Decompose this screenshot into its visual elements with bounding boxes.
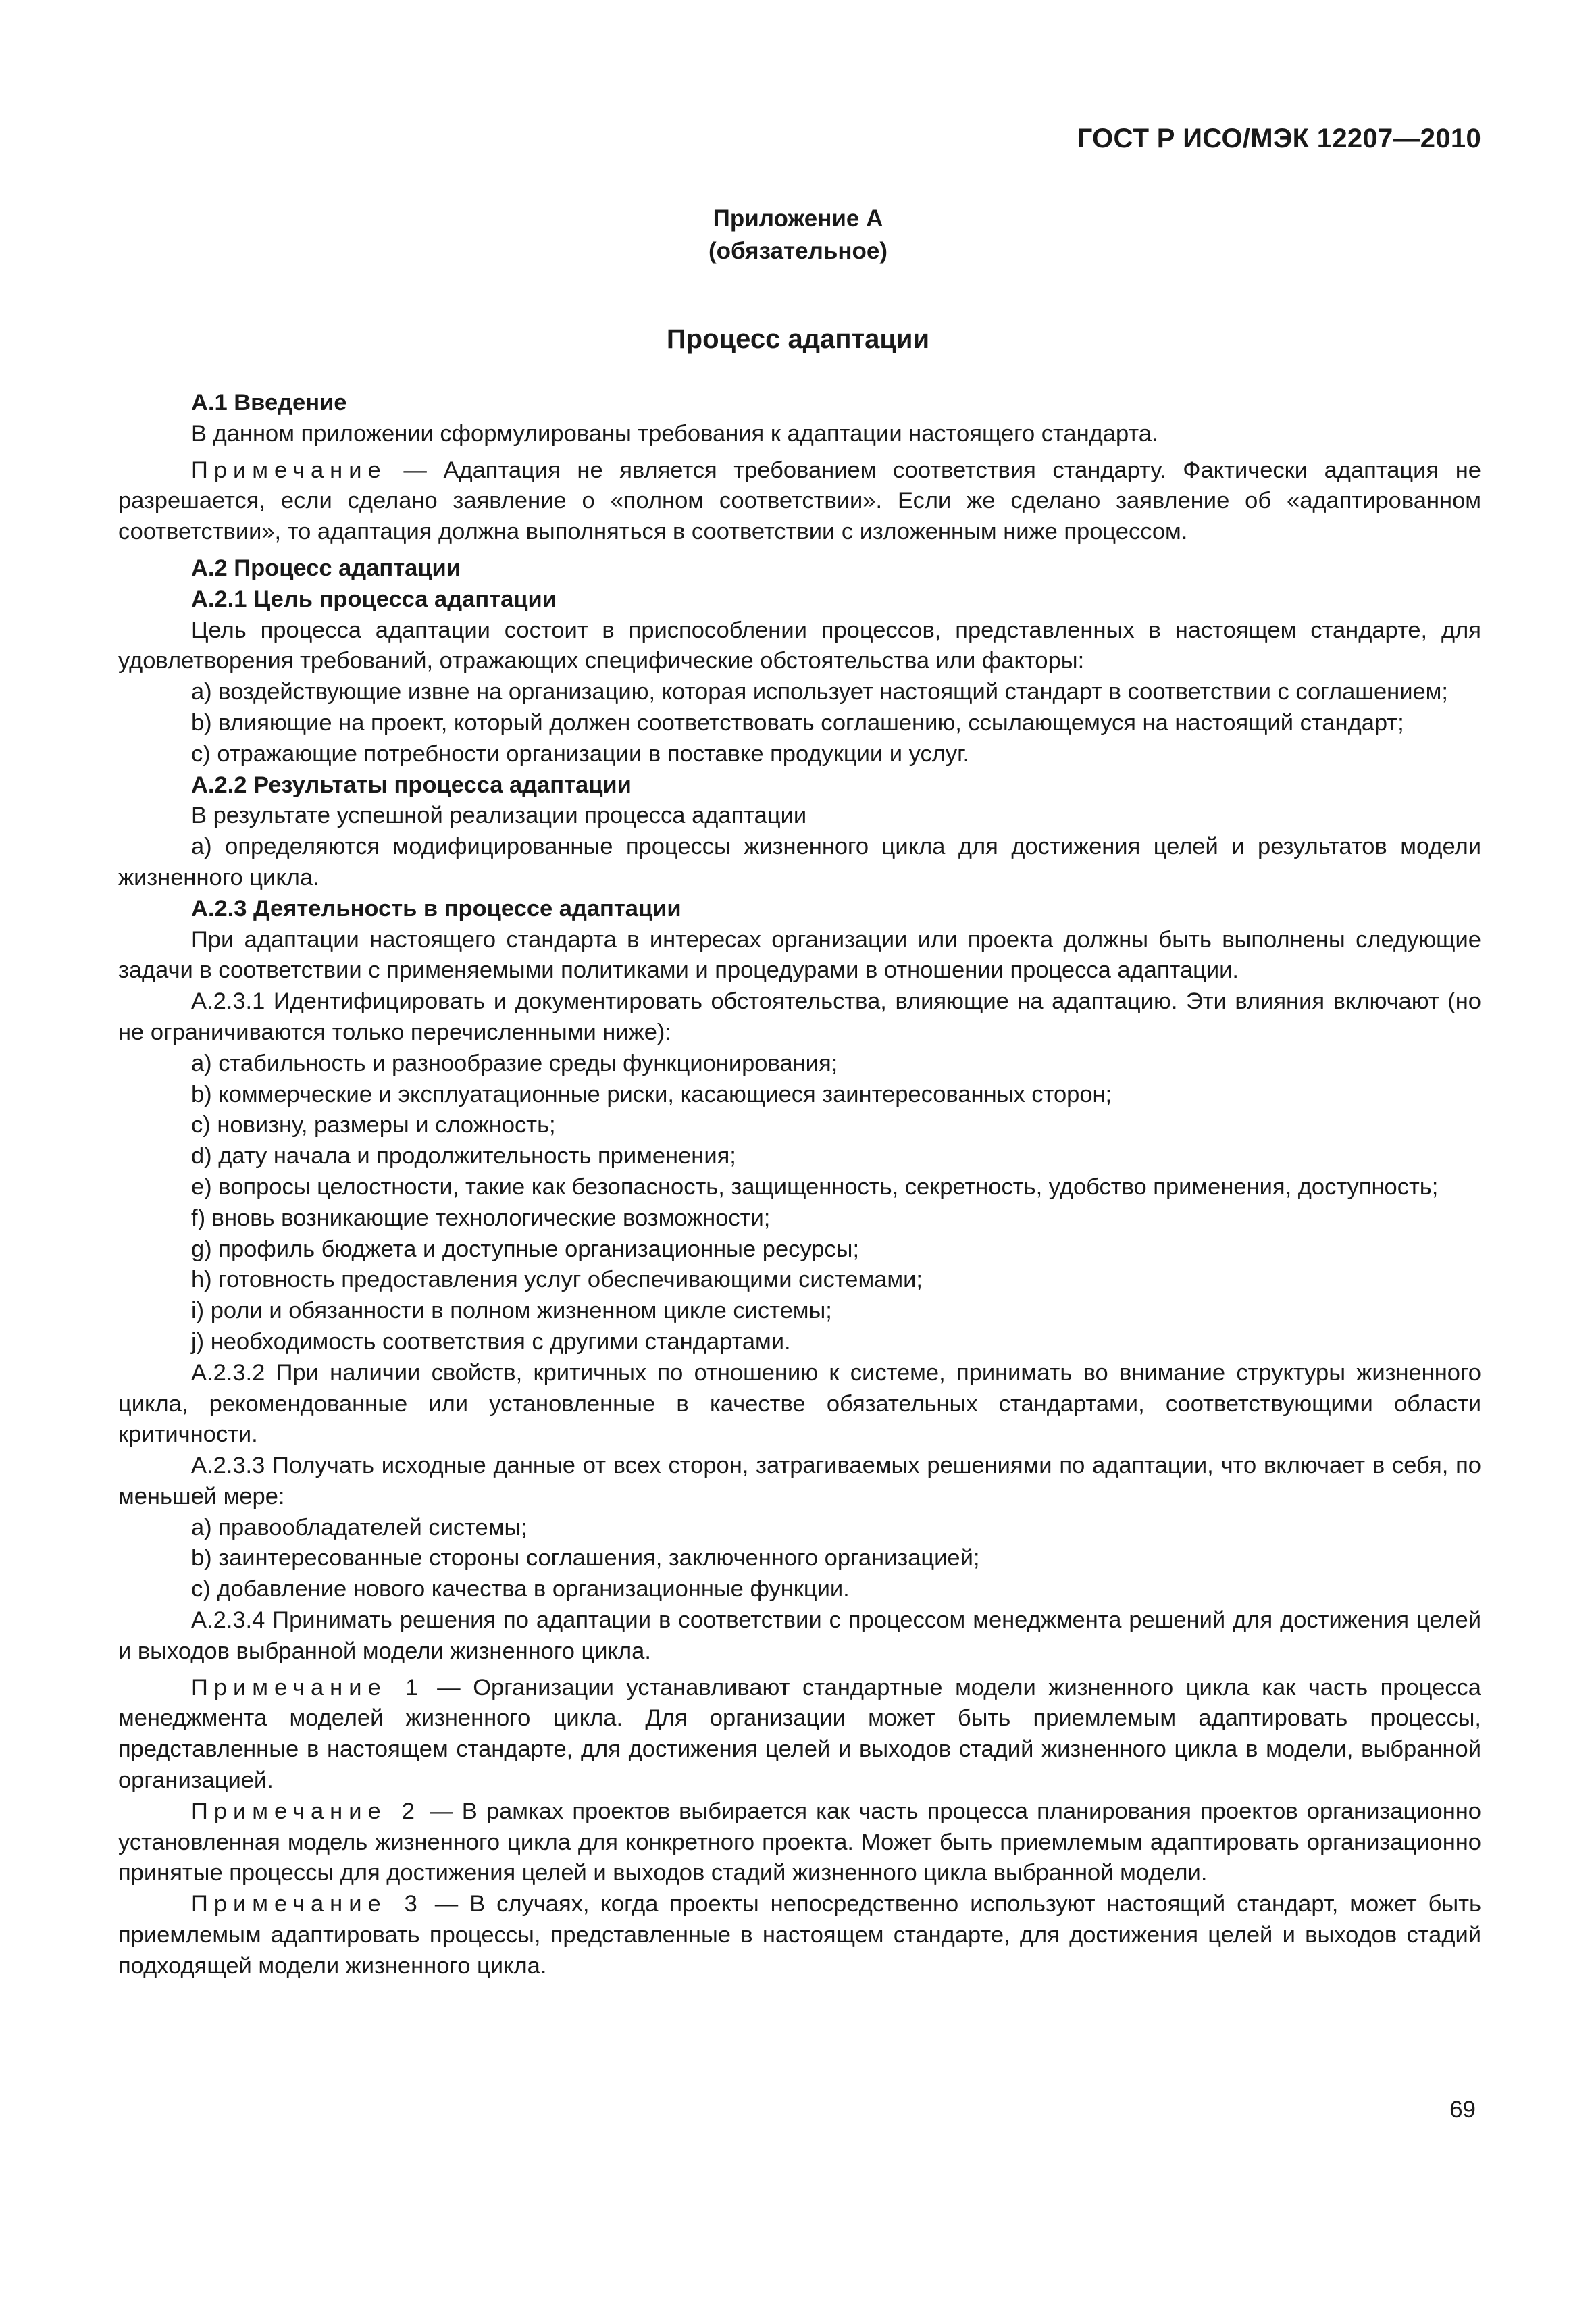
document-standard-id: ГОСТ Р ИСО/МЭК 12207—2010 (1077, 124, 1481, 153)
section-heading-a21: А.2.1 Цель процесса адаптации (191, 586, 557, 612)
list-item: d) дату начала и продолжительность применения; (191, 1143, 736, 1169)
list-item: b) коммерческие и эксплуатационные риски, касающиеся заинтересованных сторон; (191, 1081, 1112, 1107)
section-heading-a1: А.1 Введение (191, 390, 347, 416)
section-heading-a2: А.2 Процесс адаптации (191, 555, 461, 581)
note-label: Примечание 2 (191, 1798, 421, 1824)
annex-label: Приложение А (713, 205, 883, 232)
note-label: Примечание (191, 457, 387, 483)
list-item: g) профиль бюджета и доступные организационные ресурсы; (191, 1236, 860, 1262)
note-text: — Адаптация не является требованием соответствия стандарту. Фактически адаптация не разрешается, если сделано заявление о «полном соответствии». Если же сделано заявление об «адаптированном соответствии», то адаптация должна выполняться в соответствии с изложенным ниже процессом. (118, 457, 1481, 545)
note-label: Примечание 1 (191, 1674, 425, 1701)
list-item: a) правообладателей системы; (191, 1514, 527, 1540)
paragraph-a234: А.2.3.4 Принимать решения по адаптации в соответствии с процессом менеджмента решений для достижения целей и выходов выбранной модели жизненного цикла. (118, 1607, 1481, 1664)
list-item: a) определяются модифицированные процессы жизненного цикла для достижения целей и результатов модели жизненного цикла. (118, 834, 1481, 890)
section-heading-a23: А.2.3 Деятельность в процессе адаптации (191, 895, 681, 922)
note-1 (118, 1673, 1481, 1796)
paragraph-a22: В результате успешной реализации процесса адаптации (191, 803, 807, 829)
paragraph-a231: А.2.3.1 Идентифицировать и документировать обстоятельства, влияющие на адаптацию. Эти влияния включают (но не ограничиваются только перечисленными ниже): (118, 988, 1481, 1045)
list-item: h) готовность предоставления услуг обеспечивающими системами; (191, 1267, 923, 1293)
list-item: c) новизну, размеры и сложность; (191, 1112, 556, 1138)
list-item: a) воздействующие извне на организацию, которая использует настоящий стандарт в соответствии с соглашением; (191, 679, 1448, 705)
annex-heading (0, 203, 1596, 268)
note-text: — В случаях, когда проекты непосредственно используют настоящий стандарт, может быть приемлемым адаптировать процессы, представленные в настоящем стандарте, для достижения целей и выходов стадий подходящей модели жизненного цикла. (118, 1891, 1481, 1979)
page-number: 69 (1449, 2096, 1476, 2123)
list-item: a) стабильность и разнообразие среды функционирования; (191, 1050, 838, 1076)
list-item: b) заинтересованные стороны соглашения, заключенного организацией; (191, 1545, 980, 1571)
paragraph-a23: При адаптации настоящего стандарта в интересах организации или проекта должны быть выполнены следующие задачи в соответствии с применяемыми политиками и процедурами в отношении процесса адаптации. (118, 926, 1481, 984)
list-item: f) вновь возникающие технологические возможности; (191, 1205, 771, 1231)
paragraph-a21: Цель процесса адаптации состоит в приспособлении процессов, представленных в настоящем стандарте, для удовлетворения требований, отражающих специфические обстоятельства или факторы: (118, 617, 1481, 674)
page-title: Процесс адаптации (666, 324, 930, 354)
note-3 (118, 1889, 1481, 1982)
note-a1 (118, 455, 1481, 548)
document-body (118, 388, 1481, 1982)
list-item: i) роли и обязанности в полном жизненном цикле системы; (191, 1298, 832, 1324)
list-item: c) отражающие потребности организации в поставке продукции и услуг. (191, 740, 970, 767)
list-item: j) необходимость соответствия с другими стандартами. (191, 1328, 791, 1355)
list-item: c) добавление нового качества в организационные функции. (191, 1576, 850, 1603)
paragraph-a1: В данном приложении сформулированы требования к адаптации настоящего стандарта. (191, 420, 1158, 447)
note-text: — В рамках проектов выбирается как часть процесса планирования проектов организационно установленная модель жизненного цикла для конкретного проекта. Может быть приемлемым адаптировать организационно принятые процессы для достижения целей и выходов стадий жизненного цикла выбранной модели. (118, 1798, 1481, 1886)
annex-status: (обязательное) (708, 238, 887, 264)
list-item: b) влияющие на проект, который должен соответствовать соглашению, ссылающемуся на настоящий стандарт; (191, 709, 1404, 736)
note-label: Примечание 3 (191, 1891, 423, 1917)
list-item: e) вопросы целостности, такие как безопасность, защищенность, секретность, удобство применения, доступность; (191, 1174, 1439, 1200)
note-text: — Организации устанавливают стандартные модели жизненного цикла как часть процесса менеджмента моделей жизненного цикла. Для организации может быть приемлемым адаптировать процессы, представленные в настоящем стандарте, для достижения целей и выходов стадий жизненного цикла в модели, выбранной организацией. (118, 1674, 1481, 1794)
paragraph-a232: А.2.3.2 При наличии свойств, критичных по отношению к системе, принимать во внимание структуры жизненного цикла, рекомендованные или установленные в качестве обязательных стандартами, соответствующими области критичности. (118, 1359, 1481, 1448)
section-heading-a22: А.2.2 Результаты процесса адаптации (191, 772, 632, 798)
paragraph-a233: А.2.3.3 Получать исходные данные от всех сторон, затрагиваемых решениями по адаптации, что включает в себя, по меньшей мере: (118, 1453, 1481, 1509)
note-2 (118, 1796, 1481, 1889)
